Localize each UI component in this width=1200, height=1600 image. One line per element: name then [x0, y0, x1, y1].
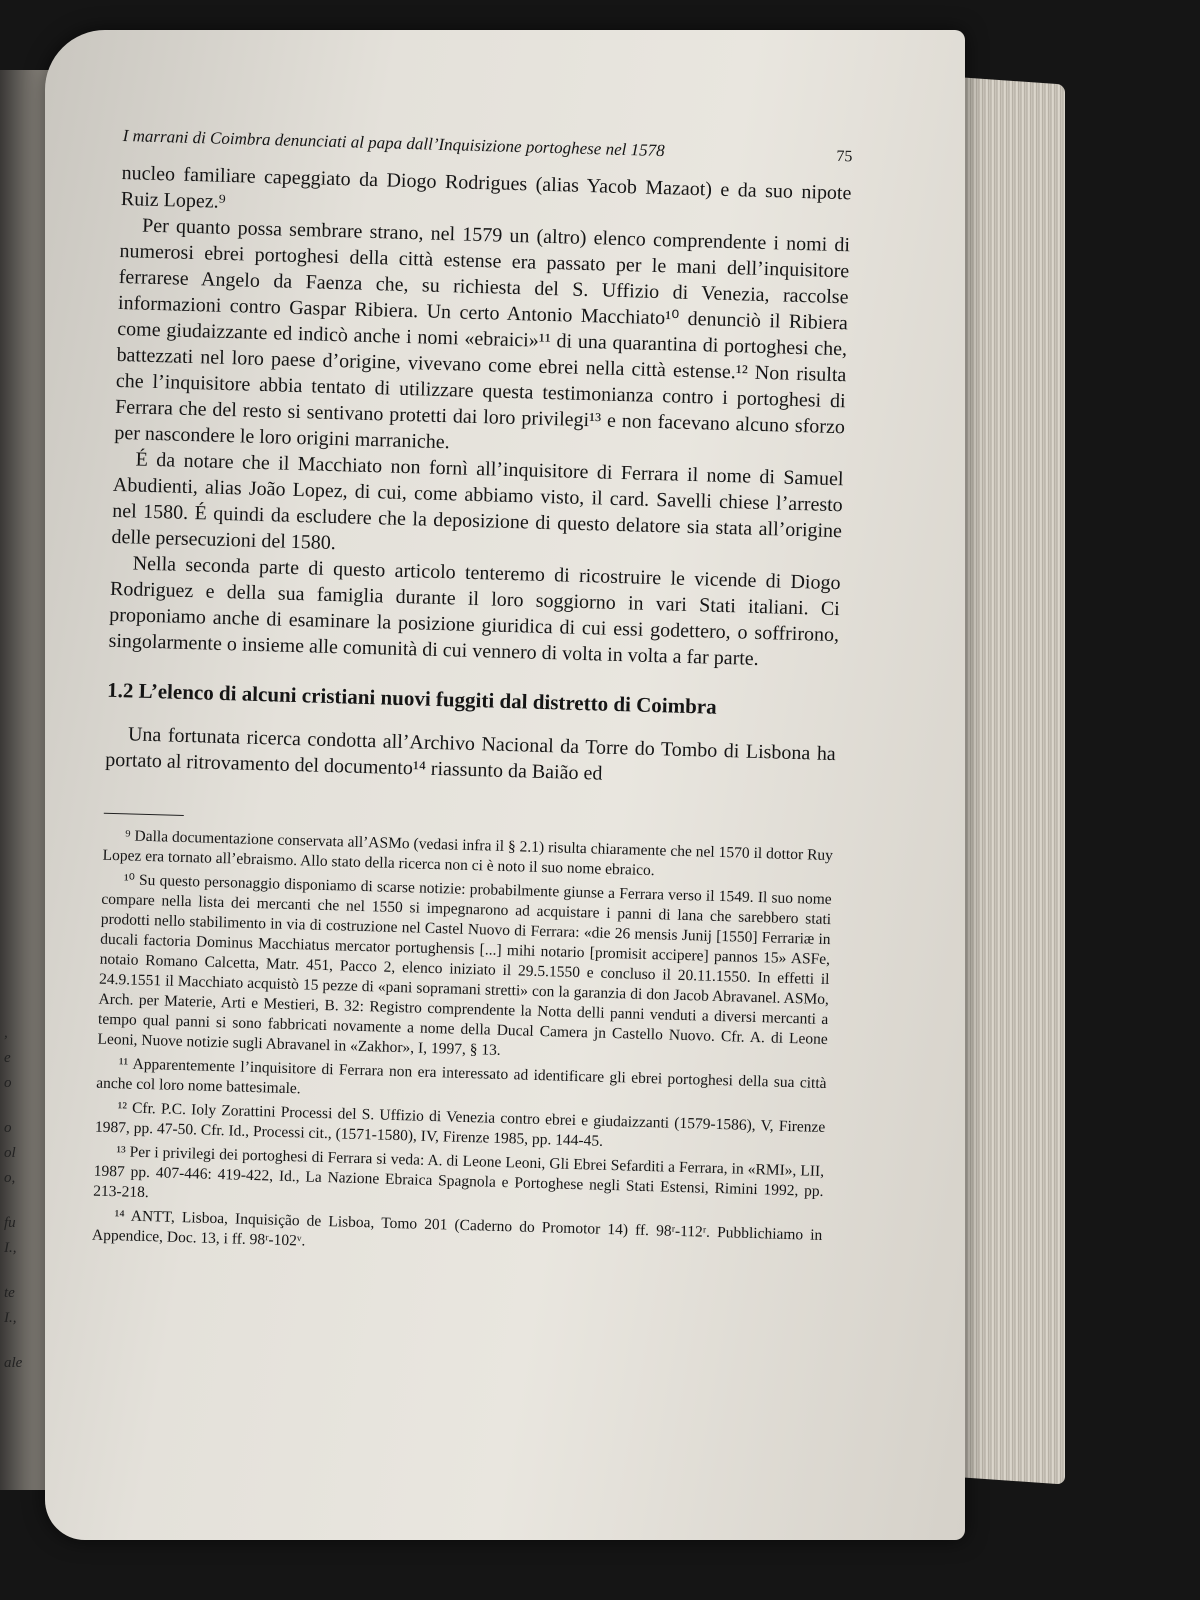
footnote: ⁹ Dalla documentazione conservata all’ASMo (vedasi infra il § 2.1) risulta chiaramente che nel 1570 il dottor Ruy Lopez era tornato all’ebraismo. Allo stato della ricerca non ci è noto il suo nome ebraico.	[102, 827, 834, 880]
footnote: ¹³ Per i privilegi dei portoghesi di Ferrara si veda: A. di Leone Leoni, Gli Ebrei Sefarditi a Ferrara, in «RMI», LII, 1987 pp. 407-446: 419-422, Id., La Nazione Ebraica Spagnola e Portoghese negli Stati Estensi, Rimini 1992, pp. 213-218.	[93, 1143, 825, 1202]
paragraph: Per quanto possa sembrare strano, nel 1579 un (altro) elenco comprendente i nomi di numerosi ebrei portoghesi della città estense era passato per le mani dell’inquisitore ferrarese Angelo da Faenza che, su richiesta del S. Uffizio di Venezia, raccolse informazioni contro Gaspar Ribiera. Un certo Antonio Macchiato¹⁰ denunciò il Ribiera come giudaizzante ed indicò anche i nomi «ebraici»¹¹ di una quarantina di portoghesi che, battezzati nel loro paese d’origine, vivevano come ebrei nella città estense.¹² Non risulta che l’inquisitore abbia tentato di utilizzare questa testimonianza contro i portoghesi di Ferrara che del resto si sentivano protetti dai loro privilegi¹³ e non facevano alcuno sforzo per nascondere le loro origini marraniche.	[114, 214, 851, 454]
paragraph: É da notare che il Macchiato non fornì all’inquisitore di Ferrara il nome di Samuel Abudienti, alias João Lopez, di cui, come abbiamo visto, il card. Savelli chiese l’arresto nel 1580. É quindi da escludere che la deposizione di questo delatore sia stata all’origine delle persecuzioni del 1580.	[111, 448, 844, 555]
left-page-fragment: I.,	[4, 1310, 17, 1326]
running-title: I marrani di Coimbra denunciati al papa dall’Inquisizione portoghese nel 1578	[122, 126, 665, 161]
left-page-fragment: o	[4, 1075, 12, 1091]
book-page	[45, 30, 965, 1540]
left-page-fragment: fu	[4, 1215, 16, 1231]
running-head	[122, 126, 852, 166]
body-text	[105, 160, 852, 793]
footnote: ¹² Cfr. P.C. Ioly Zorattini Processi del S. Uffizio di Venezia contro ebrei e giudaizzanti (1579-1586), V, Firenze 1987, pp. 47-50. Cfr. Id., Processi cit., (1571-1580), IV, Firenze 1985, pp. 144-45.	[94, 1099, 826, 1150]
footnote-rule	[104, 813, 184, 816]
left-page-fragment: o,	[4, 1170, 16, 1186]
footnotes	[92, 826, 833, 1266]
left-page-fragment: ol	[4, 1145, 16, 1161]
footnote: ¹¹ Apparentemente l’inquisitore di Ferrara non era interessato ad identificare gli ebrei portoghesi della sua città anche col loro nome battesimale.	[96, 1055, 827, 1098]
footnote: ¹⁴ ANTT, Lisboa, Inquisição de Lisboa, Tomo 201 (Caderno do Promotor 14) ff. 98ʳ-112ʳ. Pubblichiamo in Appendice, Doc. 13, i ff. 98ʳ-102ᵛ.	[91, 1207, 823, 1250]
left-page-fragment: te	[4, 1285, 15, 1301]
paragraph: nucleo familiare capeggiato da Diogo Rodrigues (alias Yacob Mazaot) e da suo nipote Ruiz Lopez.⁹	[120, 161, 852, 213]
left-page-fragment: ale	[4, 1355, 23, 1371]
footnote: ¹⁰ Su questo personaggio disponiamo di scarse notizie: probabilmente giunse a Ferrara verso il 1549. Il suo nome compare nella lista dei mercanti che nel 1550 si impegnarono ad acquistare i panni di lana che sarebbero stati prodotti nello stabilimento in via di costruzione nel Castel Nuovo di Ferrara: «die 26 mensis Junij [1550] Ferrariæ in ducali factoria Dominus Macchiatus mercator portughensis [...] mihi notario [promisit accipere] pannos 15» ASFe, notaio Romano Calcetta, Matr. 451, Pacco 2, elenco iniziato il 29.5.1550 e concluso il 20.11.1550. In effetti il 24.9.1551 il Macchiato acquistò 15 pezze di «pani sopramani stretti» con la garanzia di don Jacob Abravanel. ASMo, Arch. per Materie, Arti e Mestieri, B. 32: Registro comprendente la Notta delli panni venduti a diversi mercanti a tempo qual panni si sono fabbricati novamente a nome della Ducal Camera jn Castello Nuovo. Cfr. A. di Leone Leoni, Nuove notizie sugli Abravanel in «Zakhor», I, 1997, § 13.	[97, 871, 832, 1059]
left-page-fragment: e	[4, 1050, 11, 1066]
left-page-fragment: o	[4, 1120, 12, 1136]
page-content	[92, 126, 853, 1270]
page-number: 75	[836, 147, 853, 166]
left-page-fragment: I.,	[4, 1240, 17, 1256]
paragraph: Una fortunata ricerca condotta all’Archivo Nacional da Torre do Tombo di Lisbona ha portato al ritrovamento del documento¹⁴ riassunto da Baião ed	[104, 723, 837, 785]
section-title: 1.2 L’elenco di alcuni cristiani nuovi fuggiti dal distretto di Coimbra	[106, 677, 717, 719]
left-page-fragment: ,	[4, 1025, 8, 1041]
paragraph: Nella seconda parte di questo articolo tenteremo di ricostruire le vicende di Diogo Rodriguez e della sua famiglia durante il loro soggiorno in vari Stati italiani. Ci proponiamo anche di esaminare la posizione giuridica di cui essi godettero, o soffrirono, singolarmente o insieme alle comunità di cui vennero di volta in volta a far parte.	[108, 552, 841, 670]
